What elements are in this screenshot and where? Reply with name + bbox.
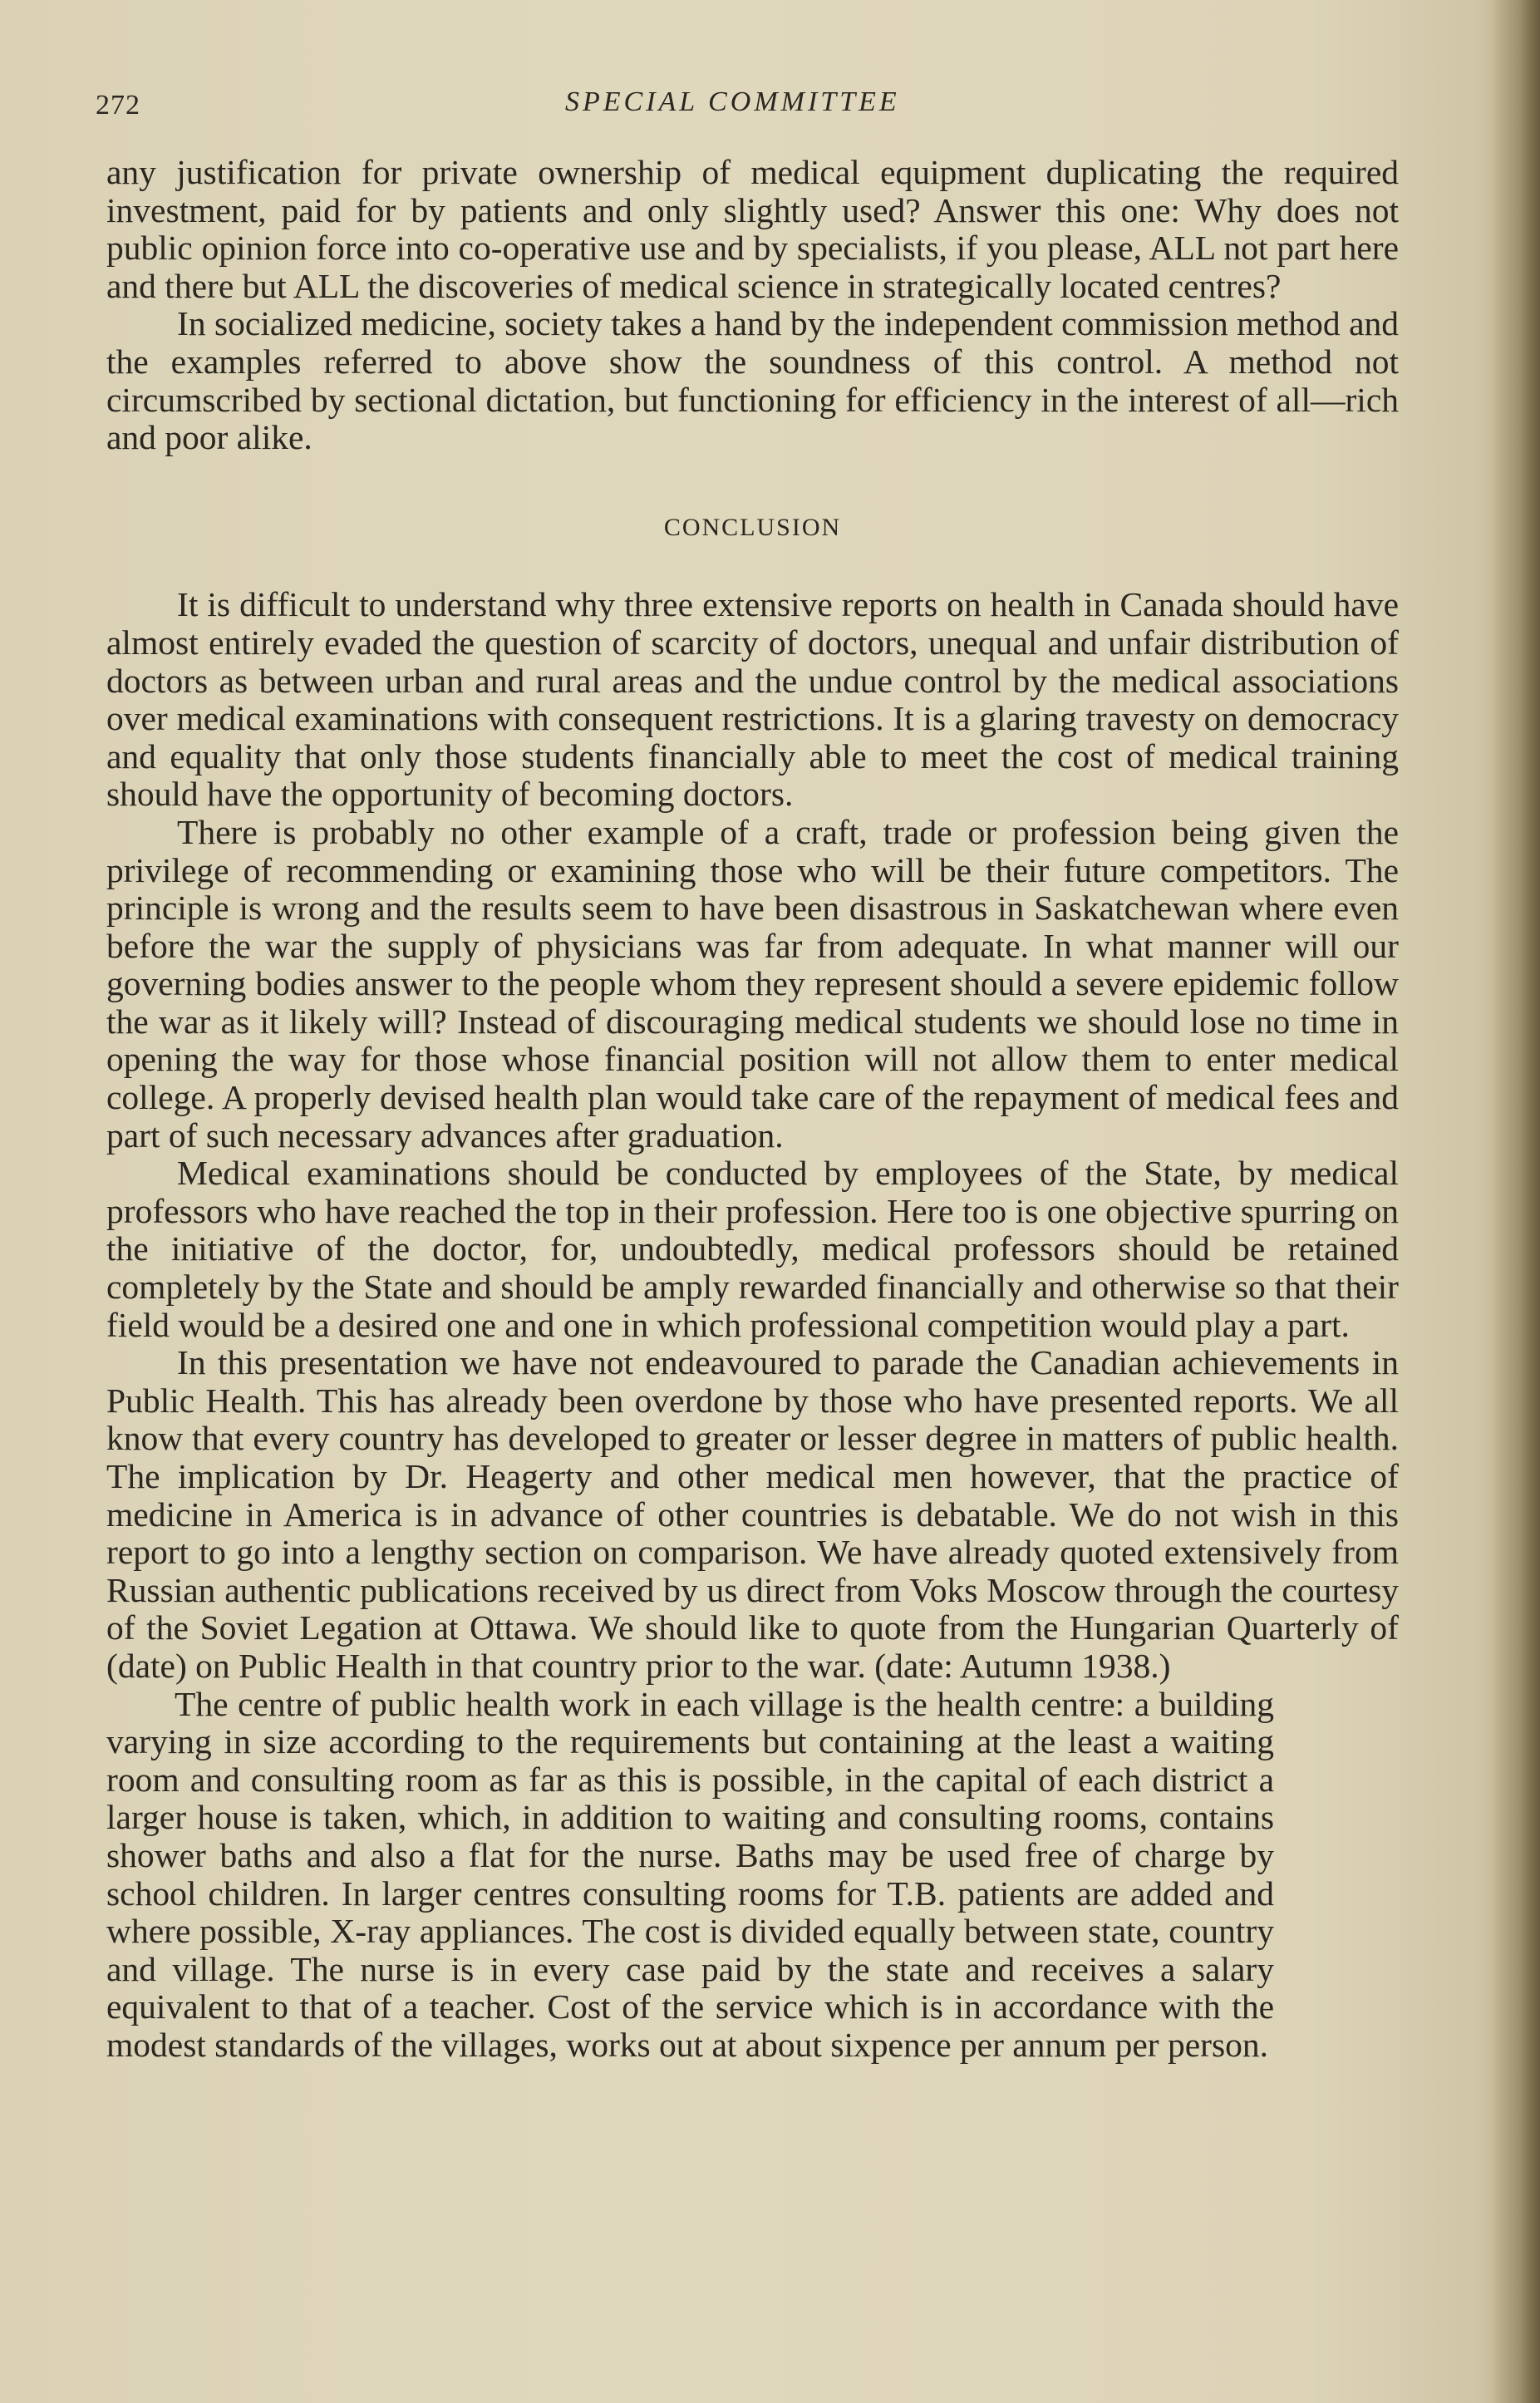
page-number: 272 <box>96 90 140 121</box>
paragraph-continued: any justification for private ownership of medical equipment duplicating the required investment, paid for by patients and only slightly used? Answer this one: Why does not public opinion force into co-operative use and by specialists, if you please, ALL not part here and there but ALL the discoveries of medical science in strategically located centres? <box>106 153 1399 305</box>
block-quote-hungarian: The centre of public health work in each village is the health centre: a building varying in size according to the requirements but containing at the least a waiting room and consulting room as far as this is possible, in the capital of each district a larger house is taken, which, in addition to waiting and consulting rooms, contains shower baths and also a flat for the nurse. Baths may be used free of charge by school children. In larger centres consulting rooms for T.B. patients are added and where possible, X-ray appliances. The cost is divided equally between state, country and village. The nurse is in every case paid by the state and receives a salary equivalent to that of a teacher. Cost of the service which is in accordance with the modest standards of the villages, works out at about sixpence per annum per person. <box>106 1684 1274 2064</box>
page-header <box>96 83 1400 133</box>
paragraph-conclusion-3: Medical examinations should be conducted by employees of the State, by medical professors who have reached the top in their profession. Here too is one objective spurring on the initiative of the doctor, for, undoubtedly, medical professors should be retained completely by the State and should be amply rewarded financially and otherwise so that their field would be a desired one and one in which professional competition would play a part. <box>106 1154 1399 1344</box>
page-edge-shadow <box>1490 0 1540 2403</box>
running-head: SPECIAL COMMITTEE <box>565 86 900 117</box>
paragraph-conclusion-2: There is probably no other example of a craft, trade or profession being given the privilege of recommending or examining those who will be their future competitors. The principle is wrong and the results seem to have been disastrous in Saskatchewan where even before the war the supply of physicians was far from adequate. In what manner will our governing bodies answer to the people whom they represent should a severe epidemic follow the war as it likely will? Instead of discouraging medical students we should lose no time in opening the way for those whose financial position will not allow them to enter medical college. A properly devised health plan would take care of the repayment of medical fees and part of such necessary advances after graduation. <box>106 812 1399 1155</box>
paragraph-socialized-medicine: In socialized medicine, society takes a hand by the independent commission method and the examples referred to above show the soundness of this control. A method not circumscribed by sectional dictation, but functioning for efficiency in the interest of all—rich and poor alike. <box>106 304 1399 457</box>
page-body <box>106 154 1399 2065</box>
paragraph-conclusion-1: It is difficult to understand why three extensive reports on health in Canada should have almost entirely evaded the question of scarcity of doctors, unequal and unfair distribution of doctors as between urban and rural areas and the undue control by the medical associations over medical examinations with consequent restrictions. It is a glaring travesty on democracy and equality that only those students financially able to meet the cost of medical training should have the opportunity of becoming doctors. <box>106 585 1399 814</box>
paragraph-conclusion-4: In this presentation we have not endeavoured to parade the Canadian achievements in Public Health. This has already been overdone by those who have presented reports. We all know that every country has developed to greater or lesser degree in matters of public health. The implication by Dr. Heagerty and other medical men however, that the practice of medicine in America is in advance of other countries is debatable. We do not wish in this report to go into a lengthy section on comparison. We have already quoted extensively from Russian authentic publications received by us direct from Voks Moscow through the courtesy of the Soviet Legation at Ottawa. We should like to quote from the Hungarian Quarterly of (date) on Public Health in that country prior to the war. (date: Autumn 1938.) <box>106 1343 1399 1685</box>
section-title-conclusion: CONCLUSION <box>663 513 842 541</box>
